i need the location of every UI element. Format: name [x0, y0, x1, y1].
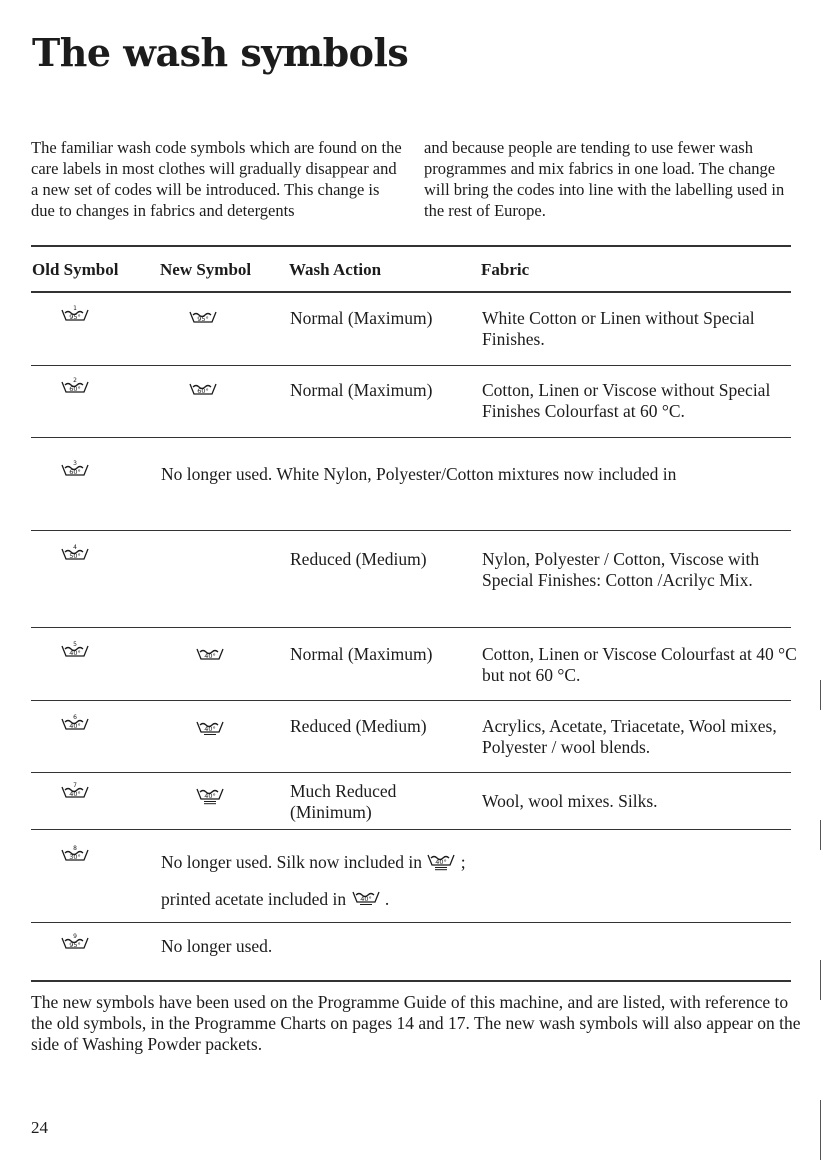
temperature-label: 40° [69, 790, 81, 798]
new-wash-symbol-icon [188, 306, 218, 328]
old-wash-symbol-icon [60, 844, 90, 866]
new-wash-symbol-icon [195, 716, 225, 738]
row-divider [31, 627, 791, 628]
wash-tub-graphic [60, 781, 90, 803]
scan-edge-mark [820, 680, 821, 710]
wash-tub-graphic [60, 713, 90, 735]
symbol-number-label: 9 [73, 933, 77, 940]
fabric-description: Nylon, Polyester / Cotton, Viscose with Special Finishes: Cotton /Acrilyc Mix. [482, 549, 760, 590]
note-line-2 [161, 886, 389, 910]
wash-tub-graphic [351, 886, 381, 908]
page-title: The wash symbols [32, 30, 409, 75]
symbol-number-label: 8 [73, 845, 77, 852]
temperature-label: 40° [69, 722, 81, 730]
wash-action: Normal (Maximum) [290, 308, 433, 328]
header-old-symbol: Old Symbol [32, 260, 119, 279]
wash-tub-graphic [60, 844, 90, 866]
temperature-label: 95° [69, 941, 81, 949]
old-wash-symbol-icon [60, 459, 90, 481]
wash-tub-graphic [188, 378, 218, 400]
symbol-number-label: 6 [73, 714, 77, 721]
row-divider [31, 700, 791, 701]
wash-tub-graphic [60, 932, 90, 954]
temperature-label: 40° [204, 652, 216, 660]
fabric-description: Wool, wool mixes. Silks. [482, 791, 658, 811]
row-divider [31, 530, 791, 531]
row-divider [31, 829, 791, 830]
old-wash-symbol-icon [60, 781, 90, 803]
wash-tub-graphic [195, 643, 225, 665]
row-divider [31, 772, 791, 773]
note-line-2-text: printed acetate included in [161, 889, 347, 909]
wash-action: Reduced (Medium) [290, 716, 427, 736]
wash-tub-graphic [60, 376, 90, 398]
row-divider [31, 922, 791, 923]
temperature-label: 40° [435, 858, 448, 866]
wash-tub-graphic [60, 304, 90, 326]
wash-tub-graphic [195, 716, 225, 738]
new-wash-symbol-icon [426, 849, 456, 869]
wash-tub-graphic [188, 306, 218, 328]
new-wash-symbol-icon [195, 643, 225, 665]
temperature-label: 40° [204, 725, 216, 733]
header-fabric: Fabric [481, 260, 530, 279]
temperature-label: 40° [69, 649, 81, 657]
symbol-number-label: 4 [73, 544, 77, 551]
wash-tub-graphic [60, 640, 90, 662]
wash-action: Much Reduced (Minimum) [290, 781, 397, 822]
wash-action: Reduced (Medium) [290, 549, 427, 569]
wash-tub-graphic [195, 783, 225, 805]
temperature-label: 60° [197, 387, 209, 395]
note-line-2-end: . [384, 889, 390, 909]
wash-action: Normal (Maximum) [290, 380, 433, 400]
old-wash-symbol-icon [60, 304, 90, 326]
scan-edge-mark [820, 820, 821, 850]
temperature-label: 50° [69, 552, 81, 560]
page-number: 24 [31, 1118, 48, 1137]
scan-edge-mark [820, 1100, 821, 1160]
old-wash-symbol-icon [60, 376, 90, 398]
temperature-label: 40° [359, 895, 372, 903]
new-wash-symbol-icon [188, 378, 218, 400]
temperature-label: 30° [69, 853, 81, 861]
symbol-number-label: 7 [73, 782, 77, 789]
note-text: No longer used. [161, 936, 273, 956]
row-divider [31, 365, 791, 366]
temperature-label: 40° [204, 792, 216, 800]
old-wash-symbol-icon [60, 640, 90, 662]
note-line-1-end: ; [460, 852, 466, 872]
temperature-label: 95° [69, 313, 81, 321]
wash-tub-graphic [60, 459, 90, 481]
header-wash-action: Wash Action [289, 260, 382, 279]
temperature-label: 95° [197, 315, 209, 323]
symbol-number-label: 1 [73, 305, 77, 312]
header-bottom-rule [31, 291, 791, 293]
symbol-number-label: 3 [73, 460, 77, 467]
old-wash-symbol-icon [60, 932, 90, 954]
footer-paragraph: The new symbols have been used on the Programme Guide of this machine, and are listed, with reference to the old symbols, in the Programme Charts on pages 14 and 17. The new wash symbols will also appear on the side of Washing Powder packets. [31, 992, 801, 1054]
note-text: No longer used. White Nylon, Polyester/Cotton mixtures now included in [161, 464, 677, 484]
fabric-description: Cotton, Linen or Viscose without Special Finishes Colourfast at 60 °C. [482, 380, 771, 421]
wash-tub-graphic [426, 849, 456, 871]
symbol-number-label: 2 [73, 377, 77, 384]
intro-left-column: The familiar wash code symbols which are found on the care labels in most clothes will gradually disappear and a new set of codes will be introduced. This change is due to changes in fabrics and detergents [31, 138, 402, 220]
wash-action: Normal (Maximum) [290, 644, 433, 664]
header-new-symbol: New Symbol [160, 260, 252, 279]
old-wash-symbol-icon [60, 543, 90, 565]
wash-tub-graphic [60, 543, 90, 565]
fabric-description: Acrylics, Acetate, Triacetate, Wool mixes, Polyester / wool blends. [482, 716, 777, 757]
table-top-rule [31, 245, 791, 247]
fabric-description: White Cotton or Linen without Special Finishes. [482, 308, 755, 349]
scan-edge-mark [820, 960, 821, 1000]
note-line-1-text: No longer used. Silk now included in [161, 852, 423, 872]
old-wash-symbol-icon [60, 713, 90, 735]
new-wash-symbol-icon [195, 783, 225, 805]
temperature-label: 60° [69, 385, 81, 393]
row-divider [31, 437, 791, 438]
temperature-label: 60° [69, 468, 81, 476]
symbol-number-label: 5 [73, 641, 77, 648]
note-line-1 [161, 849, 466, 873]
intro-right-column: and because people are tending to use fewer wash programmes and mix fabrics in one load. The change will bring the codes into line with the labelling used in the rest of Europe. [424, 138, 785, 220]
new-wash-symbol-icon [351, 886, 381, 906]
table-bottom-rule [31, 980, 791, 982]
fabric-description: Cotton, Linen or Viscose Colourfast at 40 °C but not 60 °C. [482, 644, 797, 685]
